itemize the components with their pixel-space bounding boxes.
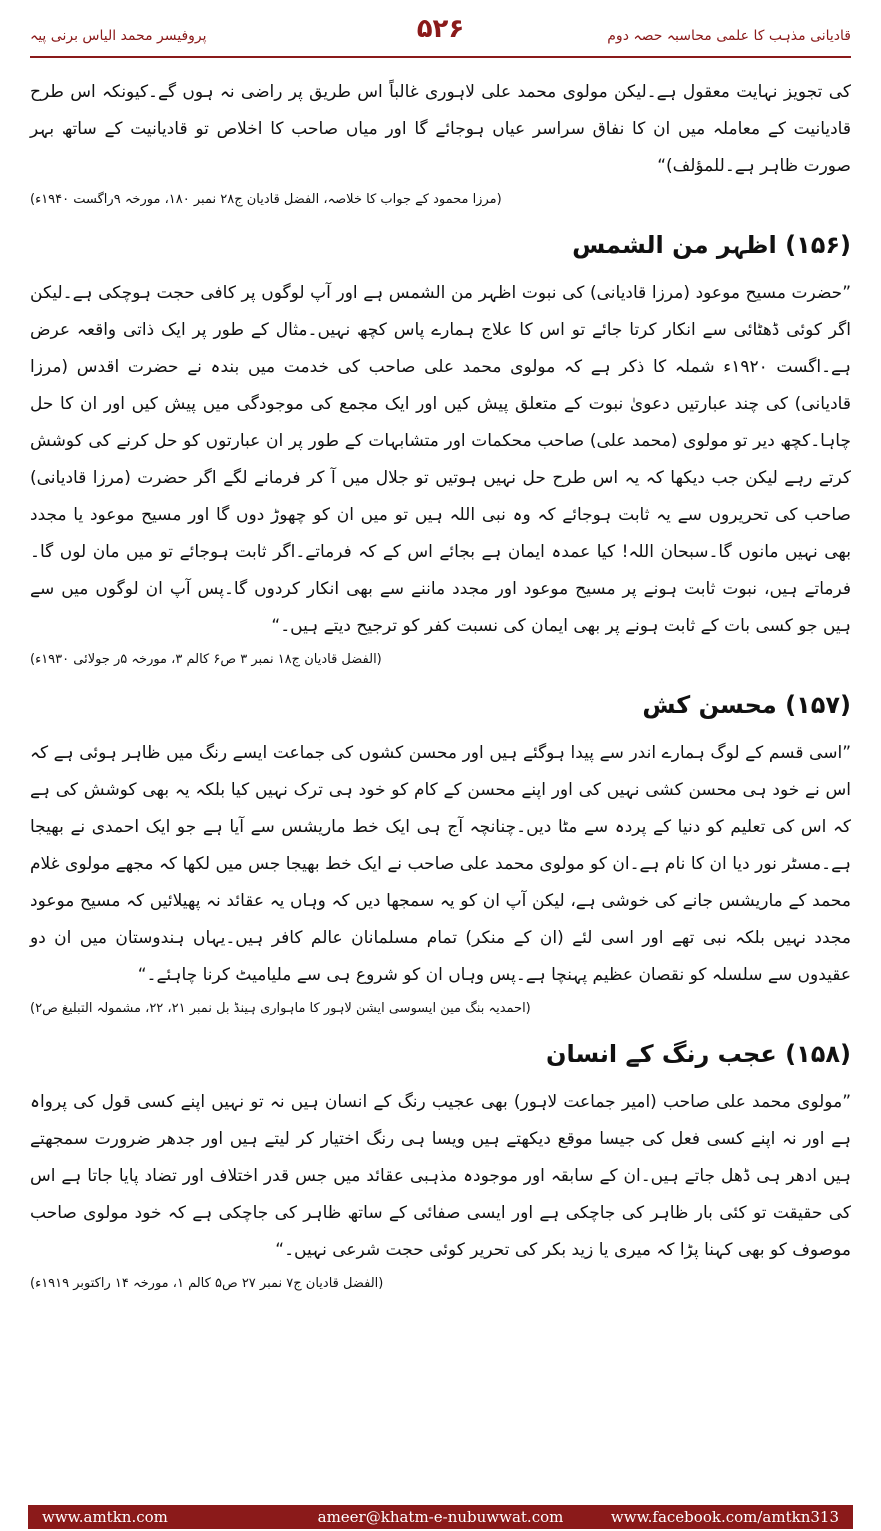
header-divider — [30, 56, 851, 58]
page-body — [30, 74, 851, 1301]
paragraph-158: ”مولوی محمد علی صاحب (امیر جماعت لاہور) بھی عجیب رنگ کے انسان ہیں نہ تو نہیں اپنے کسی قول کی پرواہ ہے اور نہ اپنے کسی فعل کی جیسا موقع دیکھتے ہیں ویسا ہی رنگ اختیار کر لیتے ہیں اور جدھر ضرورت سمجھتے ہیں ادھر ہی ڈھل جاتے ہیں۔ان کے سابقہ اور موجودہ مذہبی عقائد میں جس قدر اختلاف اور تضاد پایا جاتا ہے اس کی حقیقت تو کئی بار ظاہر کی جاچکی ہے اور ایسی صفائی کے ساتھ ظاہر کی جاچکی ہے کہ خود مولوی صاحب موصوف کو بھی کہنا پڑا کہ میری یا زید بکر کی تحریر کوئی حجت شرعی نہیں۔“ — [30, 1092, 851, 1260]
section-heading-158: (۱۵۸) عجب رنگ کے انسان — [546, 1040, 851, 1068]
reference-3: (احمدیہ بنگ مین ایسوسی ایشن لاہور کا ماہواری ہینڈ بل نمبر ۲۱، ۲۲، مشمولہ التبلیغ ص۲) — [30, 1001, 531, 1016]
reference-2: (الفضل قادیان ج۱۸ نمبر ۳ ص۶ کالم ۳، مورخہ ۵ر جولائی ۱۹۳۰ء) — [30, 652, 382, 667]
author-name: پروفیسر محمد الیاس برنی پیہ — [30, 28, 207, 44]
footer-bar — [28, 1505, 853, 1529]
footer-website-link[interactable]: www.amtkn.com — [42, 1508, 168, 1526]
reference-4: (الفضل قادیان ج۷ نمبر ۲۷ ص۵ کالم ۱، مورخہ ۱۴ راکتوبر ۱۹۱۹ء) — [30, 1276, 384, 1291]
footer-email-link[interactable]: ameer@khatm-e-nubuwwat.com — [317, 1508, 564, 1526]
reference-1: (مرزا محمود کے جواب کا خلاصہ، الفضل قادیان ج۲۸ نمبر ۱۸۰، مورخہ ۹راگست ۱۹۴۰ء) — [30, 192, 502, 207]
section-heading-157: (۱۵۷) محسن کش — [642, 691, 851, 719]
page-header — [0, 14, 881, 54]
paragraph-157: ”اسی قسم کے لوگ ہمارے اندر سے پیدا ہوگئے ہیں اور محسن کشوں کی جماعت ایسے رنگ میں ظاہر ہوئی ہے کہ اس نے خود ہی محسن کشی نہیں کی اور اپنے محسن کے کام کو خود ہی ترک نہیں کیا بلکہ یہ بھی کوشش کی ہے کہ اس کی تعلیم کو دنیا کے پردہ سے مٹا دیں۔چنانچہ آج ہی ایک خط ماریشس سے آیا ہے جو ایک احمدی نے بھیجا ہے۔مسٹر نور دیا ان کا نام ہے۔ان کو مولوی محمد علی صاحب نے ایک خط بھیجا جس میں لکھا کہ مجھے مولوی غلام محمد کے ماریشس جانے کی خوشی ہے، لیکن آپ ان کو یہ سمجھا دیں کہ وہاں یہ عقائد نہ پھیلائیں کہ مسیح موعود مجدد نہیں بلکہ نبی تھے اور اسی لئے (ان کے منکر) تمام مسلمانان عالم کافر ہیں۔یہاں ہندوستان میں ان دو عقیدوں سے سلسلہ کو نقصان عظیم پہنچا ہے۔پس وہاں ان کو شروع ہی سے ملیامیٹ کرنا چاہئے۔“ — [30, 743, 851, 985]
section-heading-156: (۱۵۶) اظہر من الشمس — [572, 231, 851, 259]
paragraph-156: ”حضرت مسیح موعود (مرزا قادیانی) کی نبوت اظہر من الشمس ہے اور آپ لوگوں پر کافی حجت ہوچکی ہے۔لیکن اگر کوئی ڈھٹائی سے انکار کرتا جائے تو اس کا علاج ہمارے پاس کچھ نہیں۔مثال کے طور پر ایک ذاتی واقعہ عرض ہے۔اگست ۱۹۲۰ء شملہ کا ذکر ہے کہ مولوی محمد علی صاحب کی خدمت میں بندہ نے حضرت اقدس (مرزا قادیانی) کی چند عبارتیں دعویٰ نبوت کے متعلق پیش کیں اور ایک مجمع کی موجودگی میں پیش کیں اور ان کا حل چاہا۔کچھ دیر تو مولوی (محمد علی) صاحب محکمات اور متشابہات کے طور پر ان عبارتوں کو حل کرنے کی کوشش کرتے رہے لیکن جب دیکھا کہ یہ اس طرح حل نہیں ہوتیں تو جلال میں آ کر فرمانے لگے اگر حضرت (مرزا قادیانی) صاحب کی تحریروں سے یہ ثابت ہوجائے کہ وہ نبی اللہ ہیں تو میں ان کو چھوڑ دوں گا اور مسیح موعود یا مجدد بھی نہیں مانوں گا۔سبحان اللہ! کیا عمدہ ایمان ہے بجائے اس کے کہ فرماتے۔اگر ثابت ہوجائے تو میں مان لوں گا۔فرماتے ہیں، نبوت ثابت ہونے پر مسیح موعود اور مجدد ماننے سے بھی انکار کردوں گا۔پس آپ ان لوگوں میں سے ہیں جو کسی بات کے ثابت ہونے پر بھی ایمان کی نسبت کفر کو ترجیح دیتے ہیں۔“ — [30, 283, 851, 636]
book-title: قادیانی مذہب کا علمی محاسبہ حصہ دوم — [607, 28, 851, 44]
page-number: ۵۲۶ — [416, 14, 465, 44]
paragraph-intro: کی تجویز نہایت معقول ہے۔لیکن مولوی محمد علی لاہوری غالباً اس طریق پر راضی نہ ہوں گے۔کیونکہ اس طرح قادیانیت کے معاملہ میں ان کا نفاق سراسر عیاں ہوجائے گا اور میاں صاحب کا اخلاص تو قادیانیت کے ساتھ بہر صورت ظاہر ہے۔للمؤلف)“ — [30, 82, 851, 176]
footer-facebook-link[interactable]: www.facebook.com/amtkn313 — [610, 1508, 839, 1526]
